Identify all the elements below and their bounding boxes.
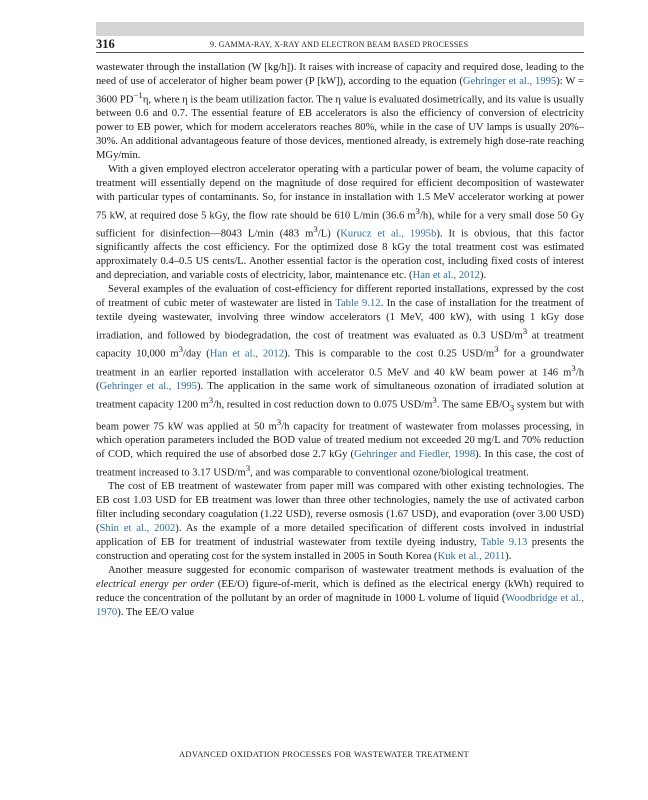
citation-gehringer-1995[interactable]: Gehringer et al., 1995: [462, 75, 557, 87]
paragraph-5: Another measure suggested for economic comparison of wastewater treatment methods is evaluation of the electrical energy per order (EE/O) figure-of-merit, which is defined as the electrical energy (kWh) required to reduce the concentration of the pollutant by an order of magnitude in 1000 L volume of liquid (Woodbridge et al., 1970). The EE/O value: [96, 564, 584, 618]
page-number: 316: [96, 37, 115, 51]
paragraph-3: Several examples of the evaluation of cost-efficiency for different reported installations, expressed by the cost of treatment of cubic meter of wastewater are listed in Table 9.12. In the case of installation for the treatment of textile dyeing wastewater, involving three window accelerators (1 MeV, 400 kW), with using 1 kGy dose irradiation, and followed by biodegradation, the cost of treatment was evaluated as 0.3 USD/$m^3$ at treatment capacity 10,000 $m^3$/day (Han et al., 2012). This is comparable to the cost 0.25 USD/$m^3$ for a groundwater treatment in an earlier reported installation with accelerator 0.5 MeV and 40 kW beam power at 146 $m^3/h$ (Gehringer et al., 1995). The application in the same work of simultaneous ozonation of irradiated solution at treatment capacity 1200 $m^3/h$, resulted in cost reduction down to 0.075 USD/$m^3$. The same $EB/O_3$ system but with beam power 75 kW was applied at 50 $m^3/h$ capacity for treatment of wastewater from molasses processing, in which operation parameters included the BOD value of treated medium not exceeded 20 mg/L and 70% reduction of COD, which required the use of absorbed dose 2.7 kGy (Gehringer and Fiedler, 1998). In this case, the cost of treatment increased to 3.17 USD/$m^3$, and was comparable to conventional ozone/biological treatment.: [96, 284, 584, 479]
citation-han-2012[interactable]: Han et al., 2012: [209, 348, 285, 360]
citation-kurucz-1995b[interactable]: Kurucz et al., 1995b: [340, 228, 437, 240]
citation-kuk-2011[interactable]: Kuk et al., 2011: [437, 550, 506, 562]
header-divider: [96, 52, 584, 53]
citation-gehringer-1995[interactable]: Gehringer et al., 1995: [99, 381, 197, 393]
table-link-9-13[interactable]: Table 9.13: [480, 536, 528, 548]
citation-shin-2002[interactable]: Shin et al., 2002: [99, 523, 176, 535]
paragraph-2: With a given employed electron accelerator operating with a particular power of beam, the volume capacity of treatment will essentially depend on the magnitude of dose required for efficient decomposition of wastewater with particular types of contaminants. So, for instance in installation with 1.5 MeV accelerator working at power 75 kW, at required dose 5 kGy, the flow rate should be 610 L/min (36.6 $m^3/h$), while for a very small dose 50 Gy sufficient for disinfection—8043 L/min (483 $m^3/L$) (Kurucz et al., 1995b). It is obvious, that this factor significantly affects the cost efficiency. For the optimized dose 8 kGy the total treatment cost was estimated approximately 0.4–0.5 US cents/L. Another essential factor is the operation cost, including fixed costs of interest and depreciation, and variable costs of electricity, labor, maintenance etc. (Han et al., 2012).: [96, 163, 584, 282]
running-footer: ADVANCED OXIDATION PROCESSES FOR WASTEWATER TREATMENT: [178, 749, 470, 759]
citation-gehringer-fiedler-1998[interactable]: Gehringer and Fiedler, 1998: [354, 449, 476, 461]
running-title: 9. GAMMA-RAY, X-RAY AND ELECTRON BEAM BASED PROCESSES: [210, 40, 469, 49]
body-text: [96, 61, 584, 619]
citation-woodbridge-1970[interactable]: Woodbridge et al., 1970: [96, 592, 584, 618]
top-rule-bar: [96, 22, 584, 36]
paragraph-1: wastewater through the installation (W [kg/h]). It raises with increase of capacity and required dose, leading to the need of use of accelerator of higher beam power (P [kW]), according to the equation (Gehringer et al., 1995): W = 3600 $PD^{-1}\eta$, where η is the beam utilization factor. The η value is evaluated dosimetrically, and its value is usually between 0.6 and 0.7. The essential feature of EB accelerators is also the efficiency of conversion of electricity power to EB power, which for modern accelerators reaches 80%, while in the case of UV lamps is usually 20%–30%. An additional advantageous feature of those devices, mentioned already, is extremely high dose-rate reaching MGy/min.: [96, 62, 584, 161]
paragraph-4: The cost of EB treatment of wastewater from paper mill was compared with other existing technologies. The EB cost 1.03 USD for EB treatment was lower than three other technologies, namely the use of activated carbon filter including secondary coagulation (1.22 USD), reverse osmosis (1.67 USD), and evaporation (over 3.00 USD) (Shin et al., 2002). As the example of a more detailed specification of different costs involved in industrial application of EB for treatment of industrial wastewater from textile dyeing industry, Table 9.13 presents the construction and operating cost for the system installed in 2005 in South Korea (Kuk et al., 2011).: [96, 481, 584, 562]
citation-han-2012[interactable]: Han et al., 2012: [412, 270, 480, 282]
table-link-9-12[interactable]: Table 9.12: [335, 298, 381, 310]
